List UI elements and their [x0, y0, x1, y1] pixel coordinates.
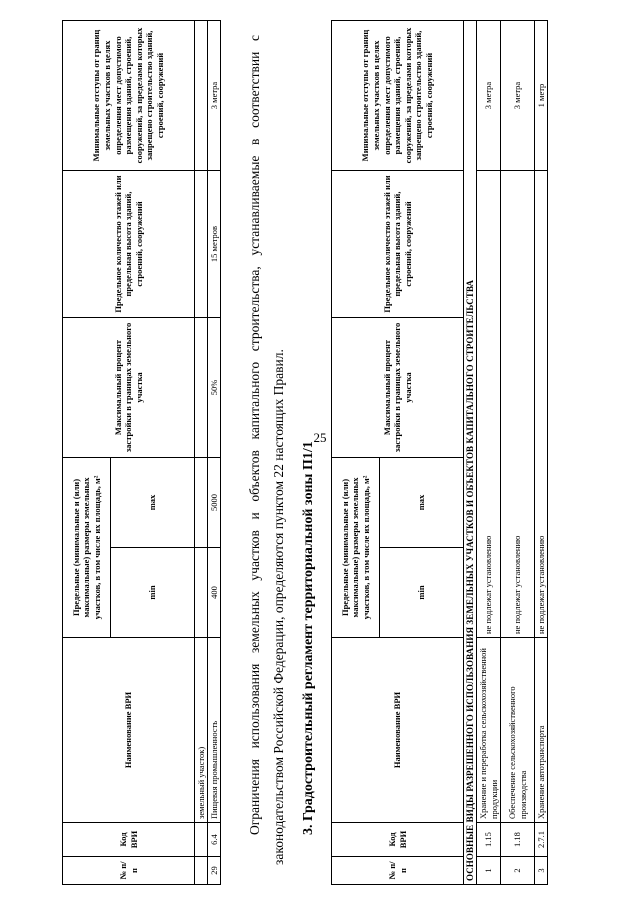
restriction-paragraph: Ограничения использования земельных участков и объектов капитального строительства, устанавливаемые в соответствии с законодательством Российской Федерации, определяются пунктом 22 настоящих Правил.: [247, 35, 286, 865]
header-name: Наименование ВРИ: [63, 638, 195, 823]
table-row: [208, 21, 221, 885]
zone-p1-1-table: [331, 20, 548, 885]
row-floors: 15 метров: [208, 171, 221, 318]
row-setback: 1 метр: [535, 21, 548, 171]
table-row: [535, 21, 548, 885]
header-setbacks: Минимальные отступы от границ земельных участков в целях определения мест допустимого размещения зданий, строений, сооружений, за пределами которых запрещено строительство зданий, строений, сооружений: [332, 21, 464, 171]
page-number: 25: [313, 430, 327, 445]
table-row: [477, 21, 501, 885]
row-name: Хранение и переработка сельскохозяйственной продукции: [477, 638, 501, 823]
header-max-percent: Максимальный процент застройки в границах земельного участка: [63, 318, 195, 458]
row-size: не подлежат установлению: [477, 171, 501, 638]
continuation-cell: земельный участок): [195, 638, 208, 823]
row-setback: 3 метра: [208, 21, 221, 171]
section-title: 3. Градостроительный регламент территориальной зоны П1/1: [301, 441, 316, 835]
row-code: 1.18: [501, 823, 535, 857]
row-name: Обеспечение сельскохозяйственного производства: [501, 638, 535, 823]
row-max: 5000: [208, 458, 221, 548]
header-min: min: [111, 548, 195, 638]
header-floors: Предельное количество этажей или предельная высота зданий, строений, сооружений: [332, 171, 464, 318]
header-setbacks: Минимальные отступы от границ земельных участков в целях определения мест допустимого размещения зданий, строений, сооружений, за пределами которых запрещено строительство зданий, строений, сооружений: [63, 21, 195, 171]
row-percent: 50%: [208, 318, 221, 458]
header-size-group: Предельные (минимальные и (или) максимальные) размеры земельных участков, в том числе их площадь, м²: [332, 458, 380, 638]
row-code: 1.15: [477, 823, 501, 857]
row-code: 6.4: [208, 823, 221, 857]
header-size-group: Предельные (минимальные и (или) максимальные) размеры земельных участков, в том числе их площадь, м²: [63, 458, 111, 638]
section-heading: ОСНОВНЫЕ ВИДЫ РАЗРЕШЕННОГО ИСПОЛЬЗОВАНИЯ ЗЕМЕЛЬНЫХ УЧАСТКОВ И ОБЪЕКТОВ КАПИТАЛЬНОГО СТРОИТЕЛЬСТВА: [464, 21, 477, 885]
header-no: № п/п: [332, 857, 464, 885]
regulations-table-continued: [62, 20, 221, 885]
row-setback: 3 метра: [477, 21, 501, 171]
table-row: [501, 21, 535, 885]
header-name: Наименование ВРИ: [332, 638, 464, 823]
header-floors: Предельное количество этажей или предельная высота зданий, строений, сооружений: [63, 171, 195, 318]
header-max: max: [380, 458, 464, 548]
header-code: Код ВРИ: [63, 823, 195, 857]
header-max-percent: Максимальный процент застройки в границах земельного участка: [332, 318, 464, 458]
row-size: не подлежат установлению: [501, 171, 535, 638]
header-code: Код ВРИ: [332, 823, 464, 857]
row-code: 2.7.1: [535, 823, 548, 857]
row-size: не подлежат установлению: [535, 171, 548, 638]
row-no: 3: [535, 857, 548, 885]
row-setback: 3 метра: [501, 21, 535, 171]
row-no: 29: [208, 857, 221, 885]
header-max: max: [111, 458, 195, 548]
row-no: 1: [477, 857, 501, 885]
header-no: № п/п: [63, 857, 195, 885]
row-name: Хранение автотранспорта: [535, 638, 548, 823]
header-min: min: [380, 548, 464, 638]
row-min: 400: [208, 548, 221, 638]
row-name: Пищевая промышленность: [208, 638, 221, 823]
table-row: [195, 21, 208, 885]
row-no: 2: [501, 857, 535, 885]
